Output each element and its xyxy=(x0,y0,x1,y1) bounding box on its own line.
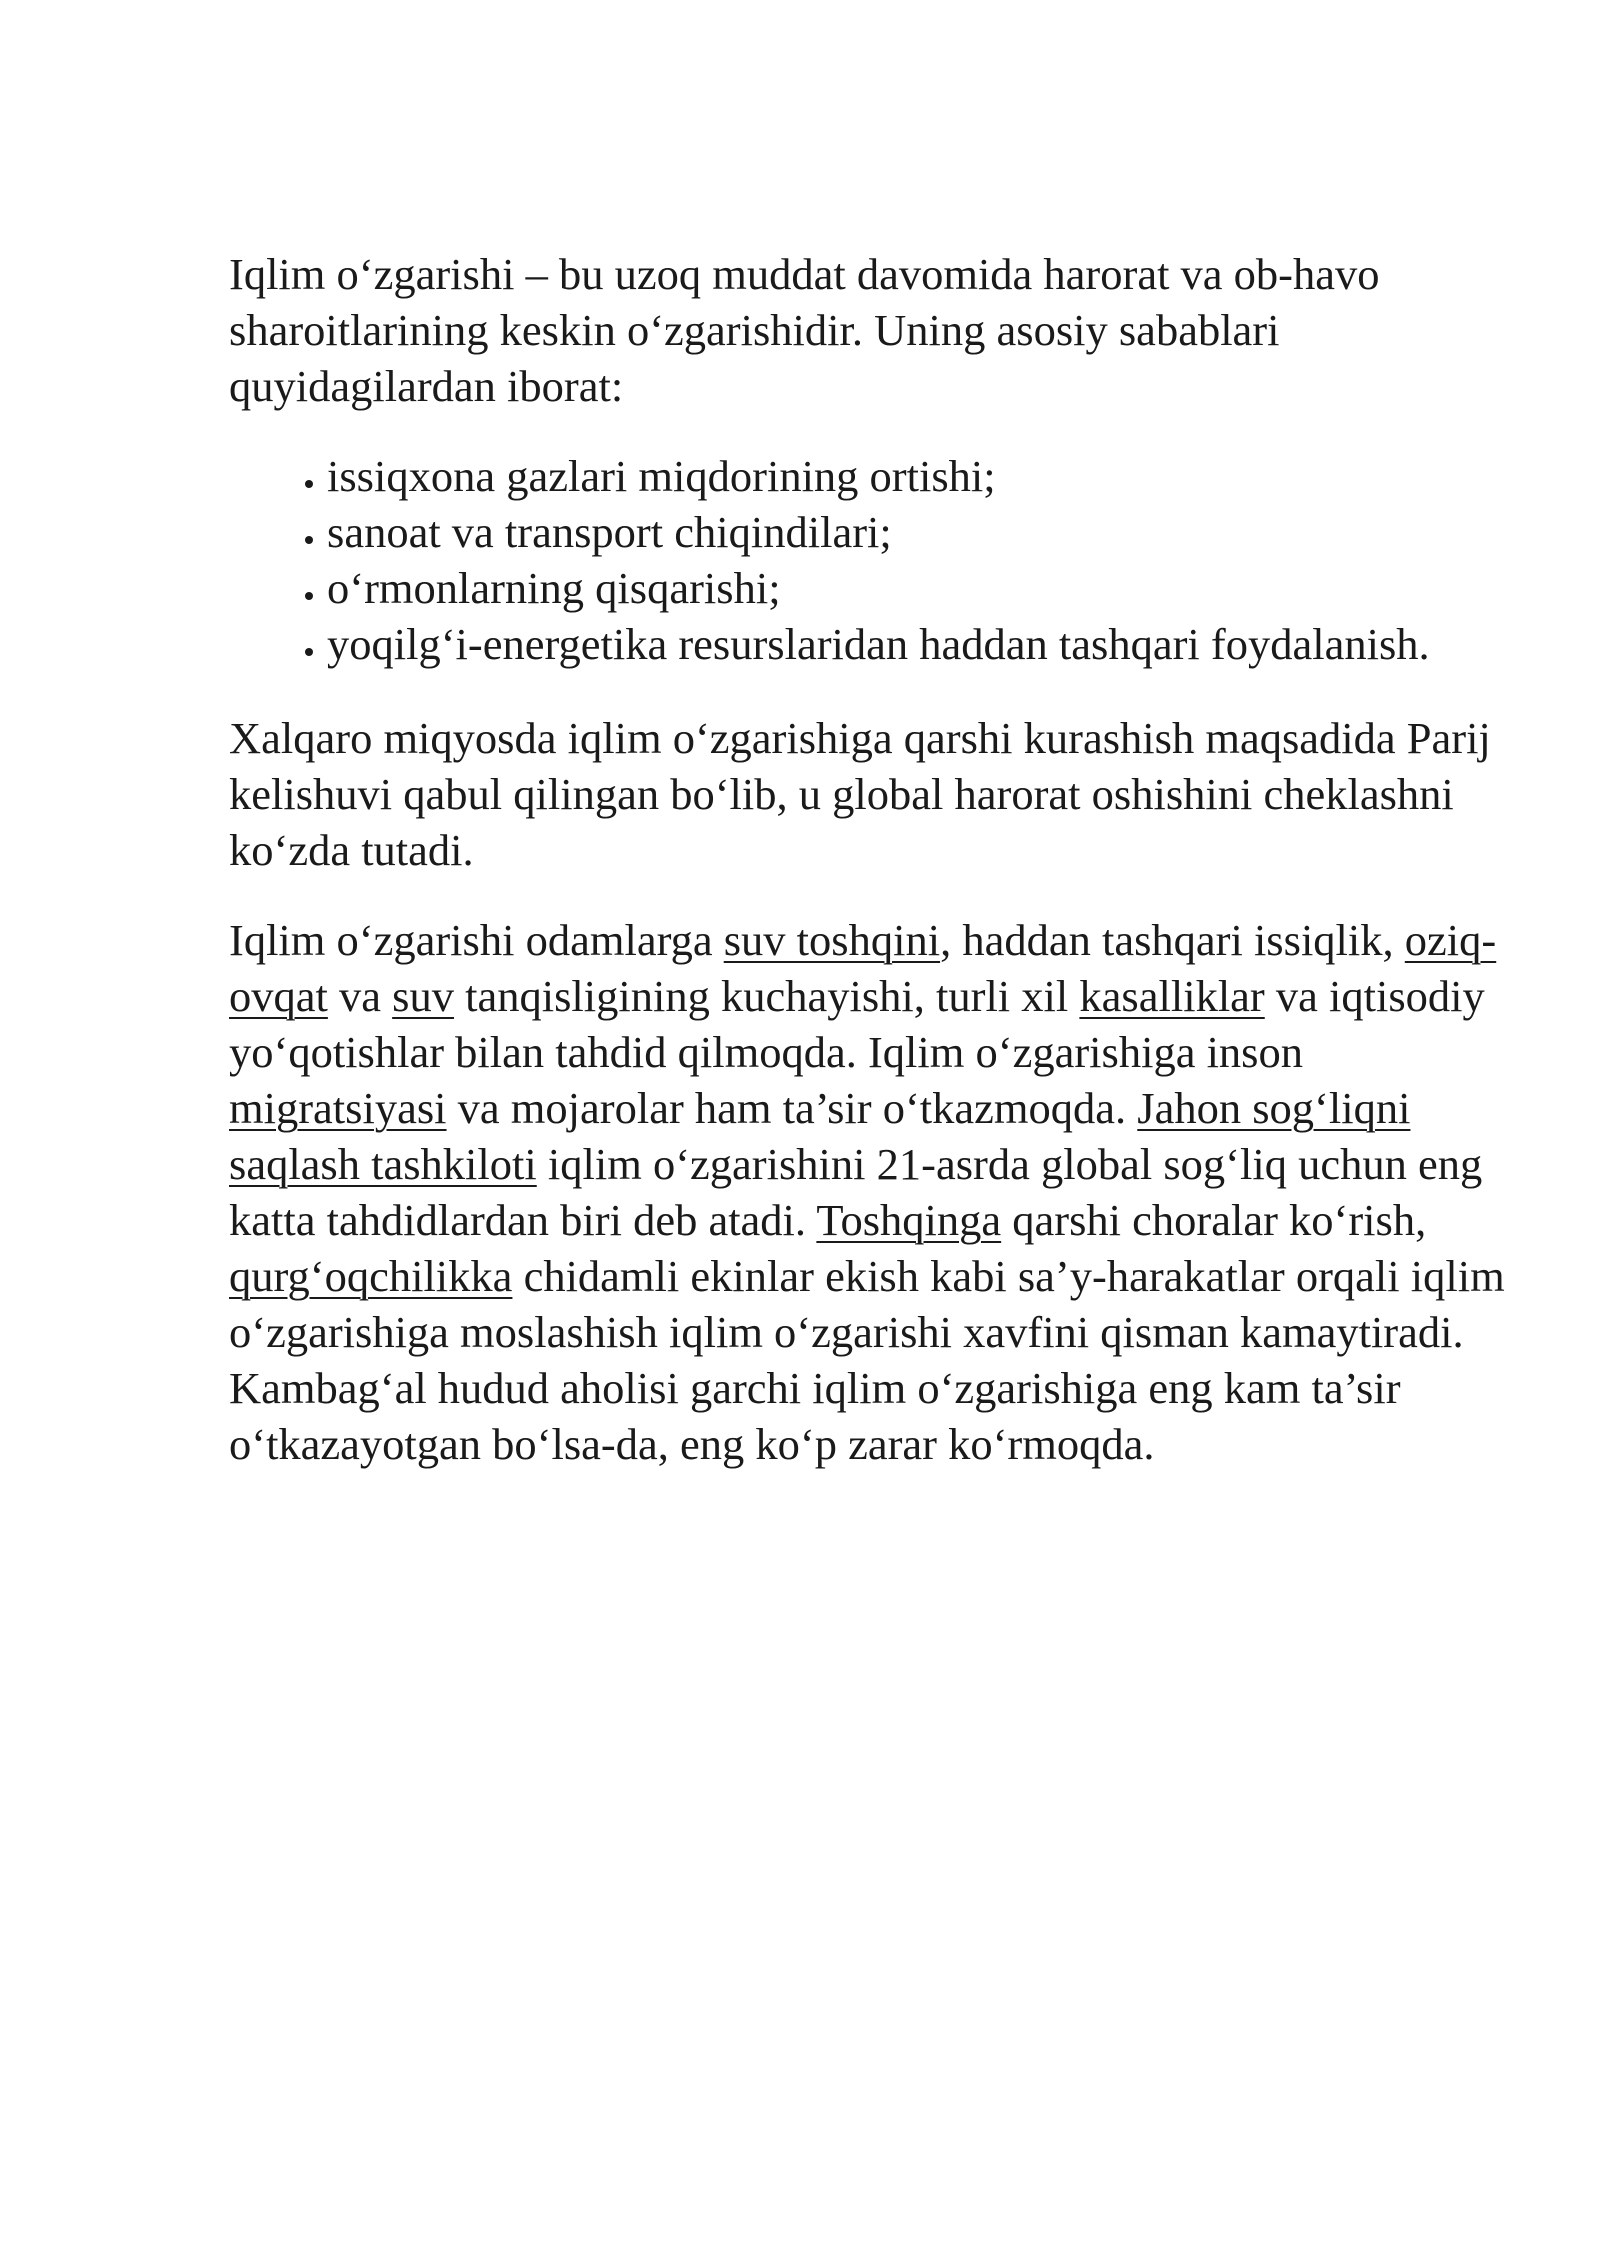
paris-agreement-paragraph: Xalqaro miqyosda iqlim o‘zgarishiga qarshi kurashish maqsadida Parij kelishuvi qabul qilingan bo‘lib, u global harorat oshishini cheklashni ko‘zda tutadi. xyxy=(229,713,1491,875)
list-item: • issiqxona gazlari miqdorining ortishi; xyxy=(327,448,1519,504)
intro-paragraph: Iqlim o‘zgarishi – bu uzoq muddat davomida harorat va ob-havo sharoitlarining keskin o‘zgarishidir. Uning asosiy sabablari quyidagilardan iborat: xyxy=(229,249,1380,411)
text-segment: va xyxy=(327,971,393,1021)
text-segment: va iqtisodiy yo‘qotishlar bilan tahdid qilmoqda. Iqlim o‘zgarishiga inson xyxy=(229,971,1485,1077)
link-suv-toshqini[interactable]: suv toshqini xyxy=(723,915,941,965)
text-segment: qarshi choralar ko‘rish, xyxy=(1001,1195,1427,1245)
link-migratsiyasi[interactable]: migratsiyasi xyxy=(229,1083,447,1133)
impacts-paragraph xyxy=(229,912,1519,1472)
link-qurgoqchilikka[interactable]: qurg‘oqchilikka xyxy=(229,1251,513,1301)
list-item: • o‘rmonlarning qisqarishi; xyxy=(327,560,1519,616)
text-segment: chidamli ekinlar ekish kabi sa’y-harakatlar orqali iqlim o‘zgarishiga moslashish iqlim o‘zgarishi xavfini qisman kamaytiradi. Kambag‘al hudud aholisi garchi iqlim o‘zgarishiga eng kam ta’sir o‘tkazayotgan bo‘lsa-da, eng ko‘p zarar ko‘rmoqda. xyxy=(229,1251,1505,1469)
list-item: • sanoat va transport chiqindilari; xyxy=(327,504,1519,560)
text-segment: Iqlim o‘zgarishi odamlarga xyxy=(229,915,724,965)
text-segment: iqlim o‘zgarishini 21-asrda global sog‘liq uchun eng katta tahdidlardan biri deb atadi. xyxy=(229,1139,1483,1245)
text-segment: , haddan tashqari issiqlik, xyxy=(940,915,1405,965)
causes-list xyxy=(229,448,1519,672)
text-segment: va mojarolar ham ta’sir o‘tkazmoqda. xyxy=(446,1083,1138,1133)
text-segment: tanqisligining kuchayishi, turli xil xyxy=(453,971,1080,1021)
link-kasalliklar[interactable]: kasalliklar xyxy=(1079,971,1265,1021)
link-jahon-sogliqni-saqlash-tashkiloti[interactable]: Jahon sog‘liqni saqlash tashkiloti xyxy=(229,1083,1411,1189)
link-toshqinga[interactable]: Toshqinga xyxy=(816,1195,1002,1245)
link-suv[interactable]: suv xyxy=(392,971,454,1021)
document-page xyxy=(229,246,1519,1472)
list-item: • yoqilg‘i-energetika resurslaridan haddan tashqari foydalanish. xyxy=(327,616,1519,672)
link-oziq-ovqat[interactable]: oziq-ovqat xyxy=(229,915,1497,1021)
